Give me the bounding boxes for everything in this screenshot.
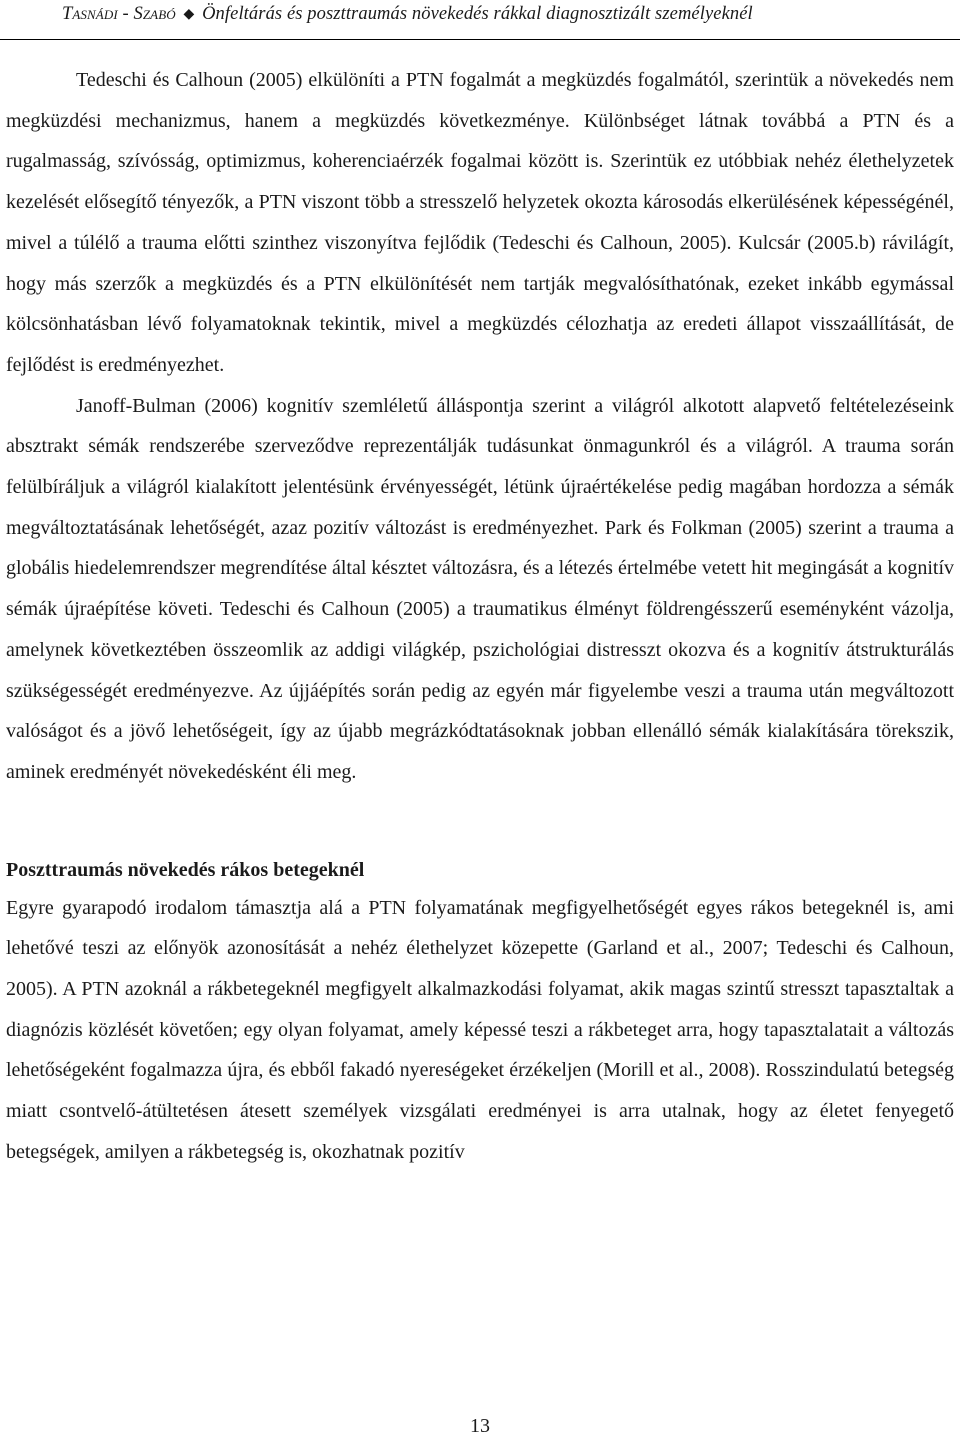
header-authors: Tasnádi - Szabó [62, 4, 176, 24]
body-paragraph-1: Tedeschi és Calhoun (2005) elkülöníti a PTN fogalmát a megküzdés fogalmától, szerintük a növekedés nem megküzdési mechanizmus, hanem a megküzdés következménye. Különbséget látnak továbbá a PTN és a rugalmasság, szívósság, optimizmus, koherenciaérzék fogalmai között is. Szerintük ez utóbbiak nehéz élethelyzetek kezelését elősegítő tényezők, a PTN viszont több a stresszelő helyzetek okozta károsodás elkerülésének képességénél, mivel a túlélő a trauma előtti szinthez viszonyítva fejlődik (Tedeschi és Calhoun, 2005). Kulcsár (2005.b) rávilágít, hogy más szerzők a megküzdés és a PTN elkülönítését nem tartják megvalósíthatónak, ezeket inkább egymással kölcsönhatásban lévő folyamatoknak tekintik, mivel a megküzdés célozhatja az eredeti állapot visszaállítását, de fejlődést is eredményezhet. [6, 69, 954, 376]
section-paragraph: Egyre gyarapodó irodalom támasztja alá a PTN folyamatának megfigyelhetőségét egyes rákos betegeknél is, ami lehetővé teszi az előnyök azonosítását a nehéz élethelyzet közepette (Garland et al., 2007; Tedeschi és Calhoun, 2005). A PTN azoknál a rákbetegeknél megfigyelt alkalmazkodási folyamat, akik magas szintű stresszt tapasztaltak a diagnózis közlését követően; egy olyan folyamat, amely képessé teszi a rákbeteget arra, hogy tapasztalatait a változás lehetőségeként fogalmazza újra, és ebből fakadó nyereségeket érzékeljen (Morill et al., 2008). Rosszindulatú betegség miatt csontvelő-átültetésen átesett személyek vizsgálati eredményei is arra utalnak, hogy az életet fenyegető betegségek, amilyen a rákbetegség is, okozhatnak pozitív [6, 896, 954, 1163]
section-heading: Poszttraumás növekedés rákos betegeknél [6, 858, 365, 881]
page-number: 13 [470, 1415, 490, 1437]
page-body [6, 60, 954, 1173]
header-title: Önfeltárás és poszttraumás növekedés rákkal diagnosztizált személyeknél [202, 4, 753, 24]
running-header [0, 0, 960, 40]
body-paragraph-2: Janoff-Bulman (2006) kognitív szemléletű álláspontja szerint a világról alkotott alapvető feltételezéseink absztrakt sémák rendszerébe szerveződve reprezentálják tudásunkat önmagunkról és a világról. A trauma során felülbíráljuk a világról kialakított jelentésünk érvényességét, létünk újraértékelése pedig magában hordozza a sémák megváltoztatásának lehetőségét, azaz pozitív változást is eredményezhet. Park és Folkman (2005) szerint a trauma a globális hiedelemrendszer megrendítése által késztet változásra, és a létezés értelmébe vetett hit megingását a kognitív sémák újraépítése követi. Tedeschi és Calhoun (2005) a traumatikus élményt földrengésszerű eseményként vázolja, amelynek következtében összeomlik az addigi világkép, pszichológiai distresszt okozva és a kognitív átstrukturálás szükségességét eredményezve. Az újjáépítés során pedig az egyén már figyelembe veszi a trauma után megváltozott valóságot és a jövő lehetőségeit, így az újabb megrázkódtatásoknak jobban ellenálló sémák kialakítására törekszik, aminek eredményét növekedésként éli meg. [6, 394, 954, 783]
running-header-text [62, 4, 753, 25]
diamond-separator-icon: ◆ [183, 7, 195, 22]
